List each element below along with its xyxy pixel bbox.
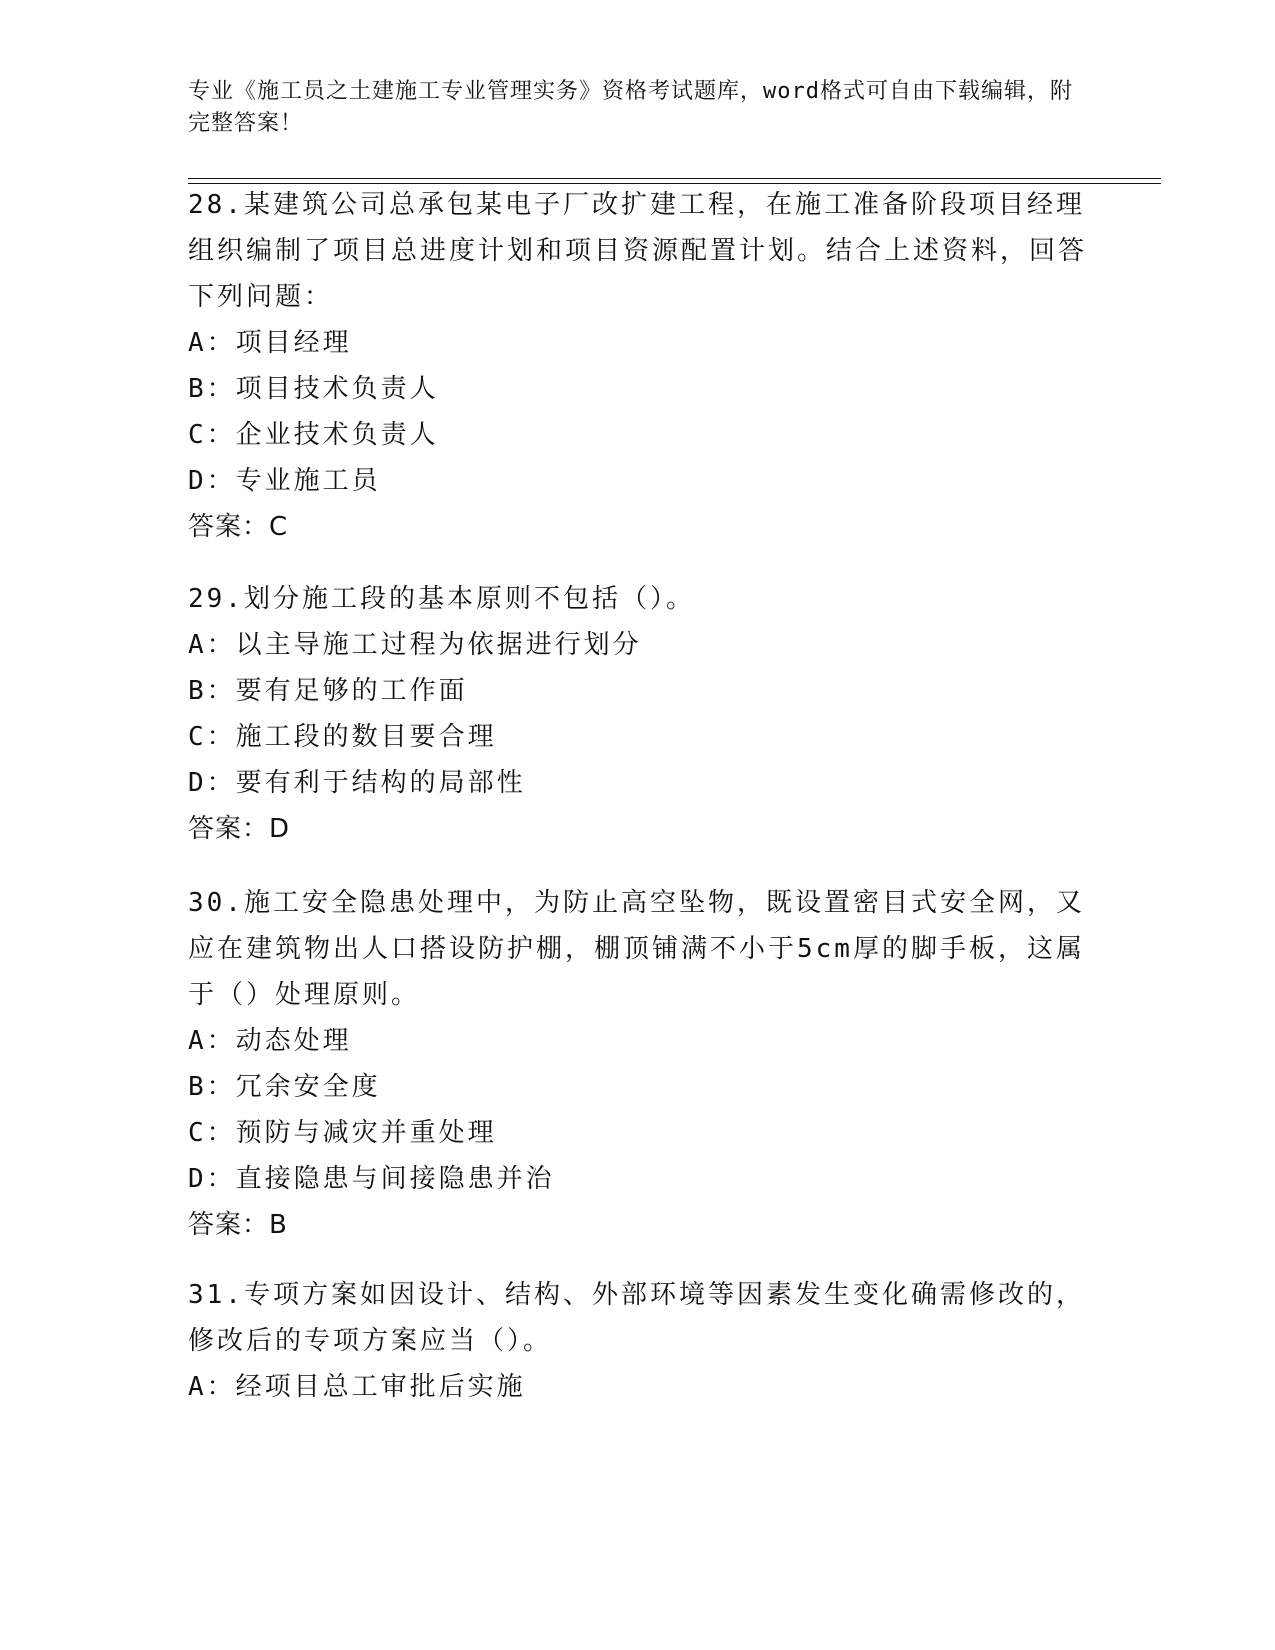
option-d: D：直接隐患与间接隐患并治 — [188, 1164, 555, 1194]
question-stem: 29.划分施工段的基本原则不包括（）。 — [188, 584, 695, 614]
option-b: B：项目技术负责人 — [188, 374, 439, 404]
option-b: B：要有足够的工作面 — [188, 676, 468, 706]
answer-line: 答案：D — [188, 814, 291, 844]
option-c: C：预防与减灾并重处理 — [188, 1118, 497, 1148]
answer-line: 答案：B — [188, 1210, 288, 1240]
header-divider-top — [188, 178, 1161, 179]
question-31 — [188, 1272, 1088, 1410]
option-d: D：专业施工员 — [188, 466, 381, 496]
question-stem: 28.某建筑公司总承包某电子厂改扩建工程，在施工准备阶段项目经理组织编制了项目总进度计划和项目资源配置计划。结合上述资料，回答下列问题： — [188, 190, 1088, 312]
document-header: 专业《施工员之土建施工专业管理实务》资格考试题库，word格式可自由下载编辑，附完整答案！ — [188, 79, 1073, 136]
question-29 — [188, 576, 1088, 852]
option-d: D：要有利于结构的局部性 — [188, 768, 526, 798]
option-a: A：以主导施工过程为依据进行划分 — [188, 630, 642, 660]
option-a: A：项目经理 — [188, 328, 352, 358]
answer-line: 答案：C — [188, 512, 289, 542]
option-a: A：经项目总工审批后实施 — [188, 1372, 526, 1402]
option-b: B：冗余安全度 — [188, 1072, 381, 1102]
question-28 — [188, 182, 1088, 550]
option-a: A：动态处理 — [188, 1026, 352, 1056]
option-c: C：企业技术负责人 — [188, 420, 439, 450]
question-stem: 30.施工安全隐患处理中，为防止高空坠物，既设置密目式安全网，又应在建筑物出人口搭设防护棚，棚顶铺满不小于5cm厚的脚手板，这属于（）处理原则。 — [188, 888, 1085, 1010]
question-30 — [188, 880, 1088, 1248]
option-c: C：施工段的数目要合理 — [188, 722, 497, 752]
question-stem: 31.专项方案如因设计、结构、外部环境等因素发生变化确需修改的，修改后的专项方案应当（）。 — [188, 1280, 1085, 1356]
